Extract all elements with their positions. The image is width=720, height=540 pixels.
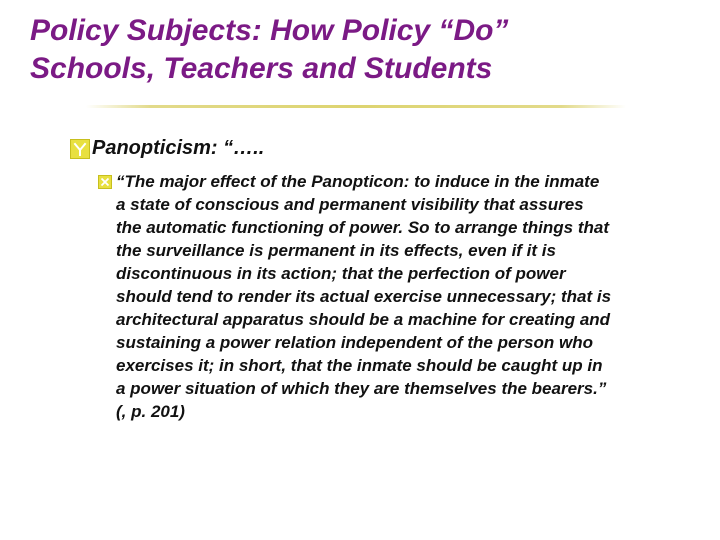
title-divider (86, 105, 626, 108)
quote-line: discontinuous in its action; that the perfection of power (116, 264, 566, 283)
y-bullet-icon (70, 139, 90, 159)
bullet-1-text: Panopticism: “….. (92, 137, 265, 159)
title-line-2: Schools, Teachers and Students (30, 52, 493, 85)
quote-line: the surveillance is permanent in its effects, even if it is (116, 241, 556, 260)
quote-line: should tend to render its actual exercise unnecessary; that is (116, 287, 612, 306)
citation: (, p. 201) (116, 402, 185, 421)
bullet-level-2 (98, 170, 698, 423)
bullet-level-1 (70, 137, 264, 160)
slide-title (30, 12, 700, 88)
title-line-1: Policy Subjects: How Policy “Do” (30, 14, 509, 47)
quote-line (98, 170, 698, 193)
quote-line: architectural apparatus should be a machine for creating and (116, 310, 611, 329)
x-bullet-icon (98, 175, 112, 189)
quote-line: exercises it; in short, that the inmate should be caught up in (116, 356, 603, 375)
quote-line-text: “The major effect of the Panopticon: to induce in the inmate (116, 172, 600, 191)
quote-line: a power situation of which they are themselves the bearers.” (116, 379, 607, 398)
quote-line: sustaining a power relation independent of the person who (116, 333, 593, 352)
quote-line: a state of conscious and permanent visibility that assures (116, 195, 584, 214)
quote-line: the automatic functioning of power. So to arrange things that (116, 218, 610, 237)
